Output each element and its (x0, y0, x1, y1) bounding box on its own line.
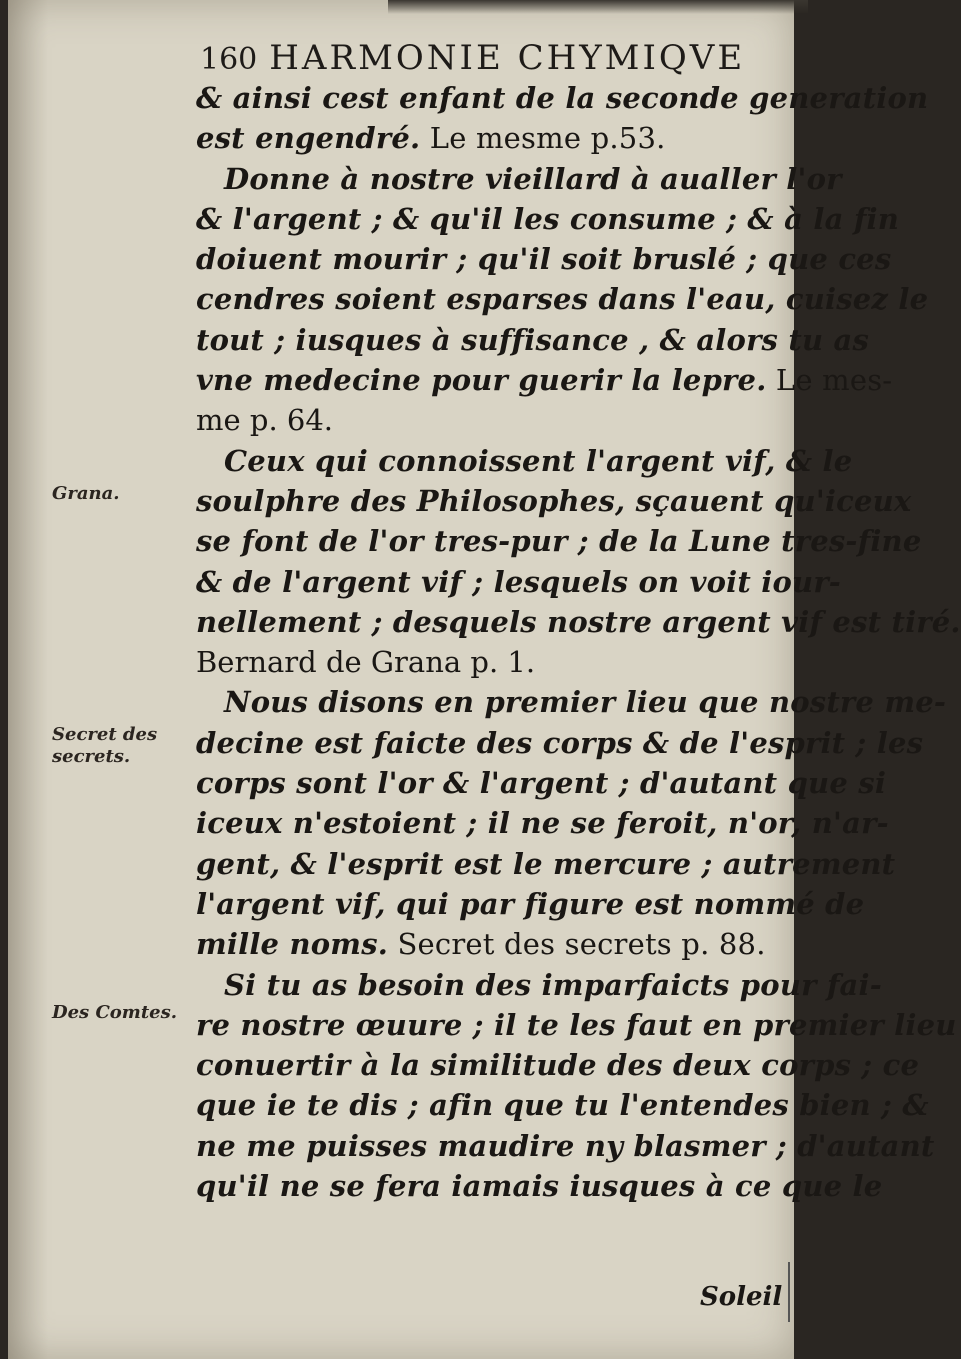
running-header (200, 38, 760, 78)
line-citation: Le mesme p.53. (420, 121, 666, 156)
text-line (196, 562, 842, 602)
edge-mark (788, 1262, 790, 1322)
text-line (196, 844, 896, 884)
line-text: l'argent vif, qui par figure est nommé de (196, 886, 865, 921)
text-line (196, 803, 889, 843)
text-line (196, 1045, 920, 1085)
text-line (196, 723, 924, 763)
text-line (196, 965, 882, 1005)
line-text: soulphre des Philosophes, sçauent qu'iceux (196, 483, 912, 518)
line-text: tout ; iusques à suffisance , & alors tu as (196, 322, 870, 357)
line-text: doiuent mourir ; qu'il soit bruslé ; que ces (196, 242, 892, 277)
text-line (196, 1085, 929, 1125)
line-text: nellement ; desquels nostre argent vif est tiré. (196, 604, 961, 639)
line-text: Bernard de Grana p. 1. (196, 645, 536, 680)
line-citation: Le mes- (766, 363, 893, 398)
text-line (196, 360, 893, 400)
line-text: iceux n'estoient ; il ne se feroit, n'or, n'ar- (196, 806, 889, 841)
text-line (196, 924, 772, 964)
text-line (196, 682, 947, 722)
text-line (196, 481, 912, 521)
page-number: 160 (200, 42, 258, 77)
text-line (196, 118, 772, 158)
margin-note-secret: Secret des secrets. (52, 724, 158, 767)
text-line (196, 239, 892, 279)
page-title: HARMONIE CHYMIQVE (269, 38, 746, 78)
line-text: Ceux qui connoissent l'argent vif, & le (224, 443, 853, 478)
line-text: me p. 64. (196, 403, 333, 438)
text-line (196, 400, 772, 440)
top-shadow (388, 0, 808, 14)
margin-note-comtes: Des Comtes. (52, 1002, 178, 1023)
line-text: & de l'argent vif ; lesquels on voit iour- (196, 564, 842, 599)
line-text: gent, & l'esprit est le mercure ; autrement (196, 846, 896, 881)
text-line (196, 1126, 935, 1166)
text-block (196, 78, 961, 1206)
line-text: ne me puisses maudire ny blasmer ; d'autant (196, 1128, 935, 1163)
line-text: re nostre œuure ; il te les faut en premier lieu (196, 1007, 957, 1042)
text-line (196, 159, 842, 199)
line-text: & l'argent ; & qu'il les consume ; & à la fin (196, 201, 900, 236)
text-line (196, 642, 772, 682)
text-line (196, 602, 961, 642)
text-line (196, 1166, 883, 1206)
line-text: corps sont l'or & l'argent ; d'autant que si (196, 766, 887, 801)
line-text: se font de l'or tres-pur ; de la Lune tres-fine (196, 524, 922, 559)
text-line (196, 1005, 957, 1045)
margin-note-grana: Grana. (52, 483, 120, 504)
line-text: conuertir à la similitude des deux corps ; ce (196, 1048, 920, 1083)
line-text: Si tu as besoin des imparfaicts pour fai- (224, 967, 882, 1002)
line-text: decine est faicte des corps & de l'esprit ; les (196, 725, 924, 760)
line-citation: Secret des secrets p. 88. (388, 927, 766, 962)
text-line (196, 320, 870, 360)
text-line (196, 521, 922, 561)
text-line (196, 441, 853, 481)
line-text: Donne à nostre vieillard à aualler l'or (224, 161, 842, 196)
line-text: & ainsi cest enfant de la seconde generation (196, 81, 929, 115)
line-text: qu'il ne se fera iamais iusques à ce que le (196, 1169, 883, 1204)
text-line (196, 763, 887, 803)
line-text: est engendré. (196, 121, 421, 156)
line-text: mille noms. (196, 927, 389, 962)
line-text: Nous disons en premier lieu que nostre me- (224, 685, 947, 720)
text-line (196, 279, 929, 319)
text-line (196, 199, 900, 239)
line-text: vne medecine pour guerir la lepre. (196, 363, 767, 398)
line-text: cendres soient esparses dans l'eau, cuisez le (196, 282, 929, 317)
line-text: que ie te dis ; afin que tu l'entendes bien ; & (196, 1088, 929, 1123)
catchword: Soleil (700, 1282, 783, 1312)
text-line (196, 78, 929, 118)
text-line (196, 884, 865, 924)
